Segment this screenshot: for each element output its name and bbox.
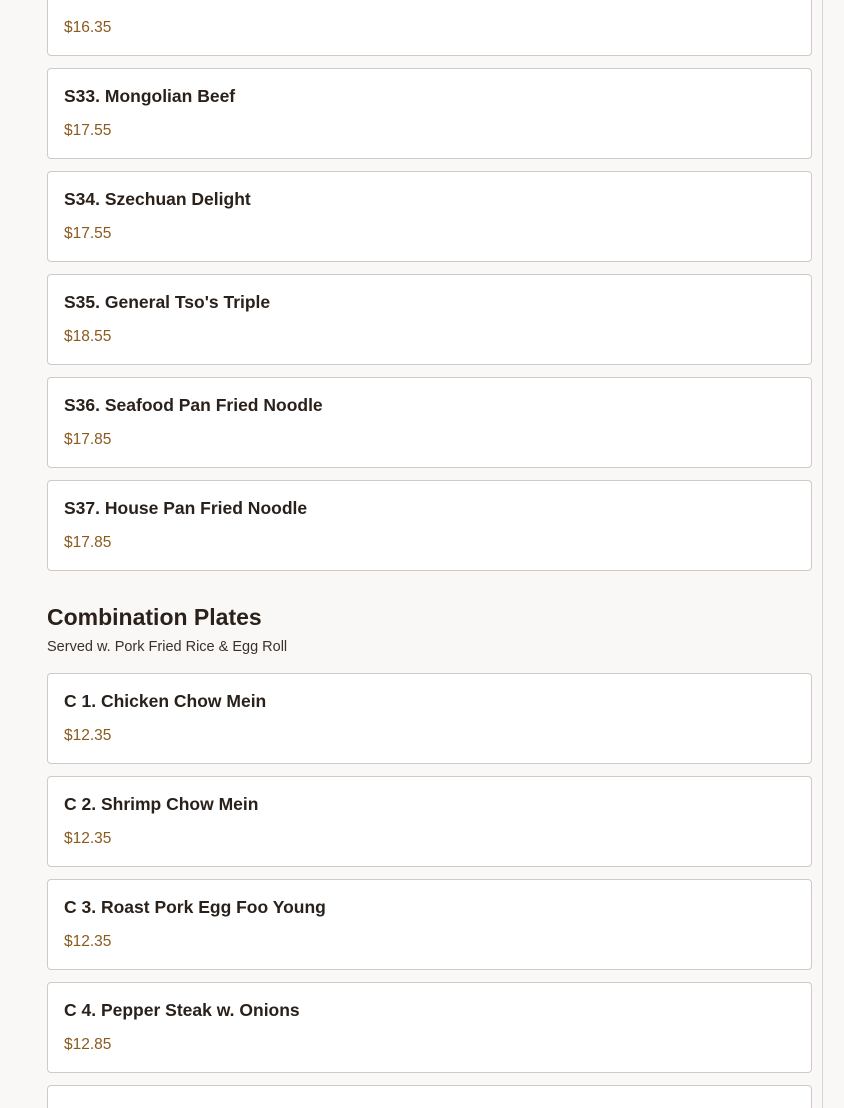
menu-item-name: S35. General Tso's Triple [64,292,271,312]
menu-list [47,0,812,1108]
section-title: Combination Plates [47,604,262,630]
menu-item-card[interactable] [47,0,812,56]
menu-item-price: $16.35 [64,19,112,36]
menu-item-name: C 2. Shrimp Chow Mein [64,794,259,814]
menu-item-card[interactable] [47,982,812,1073]
menu-item-card[interactable] [47,673,812,764]
menu-item-name: S37. House Pan Fried Noodle [64,498,308,518]
menu-item-card[interactable] [47,377,812,468]
menu-item-price: $12.35 [64,727,112,744]
menu-item-card[interactable] [47,68,812,159]
section-description: Served w. Pork Fried Rice & Egg Roll [47,639,288,655]
menu-item-name: S34. Szechuan Delight [64,189,251,209]
menu-item-name: C 4. Pepper Steak w. Onions [64,1000,300,1020]
menu-item-price: $17.85 [64,431,112,448]
menu-item-name: S36. Seafood Pan Fried Noodle [64,395,323,415]
menu-item-name: S33. Mongolian Beef [64,86,236,106]
menu-item-price: $12.35 [64,933,112,950]
menu-item-card[interactable] [47,274,812,365]
menu-item-card[interactable] [47,1085,812,1108]
menu-item-price: $17.55 [64,122,112,139]
menu-item-price: $17.55 [64,225,112,242]
menu-item-price: $12.35 [64,830,112,847]
menu-item-name: C 3. Roast Pork Egg Foo Young [64,897,326,917]
menu-item-card[interactable] [47,171,812,262]
menu-item-name: C 1. Chicken Chow Mein [64,691,267,711]
menu-section-combination-plates [47,601,812,1108]
menu-item-card[interactable] [47,480,812,571]
menu-item-card[interactable] [47,776,812,867]
menu-item-price: $17.85 [64,534,112,551]
menu-item-price: $12.85 [64,1036,112,1053]
menu-item-price: $18.55 [64,328,112,345]
menu-item-card[interactable] [47,879,812,970]
